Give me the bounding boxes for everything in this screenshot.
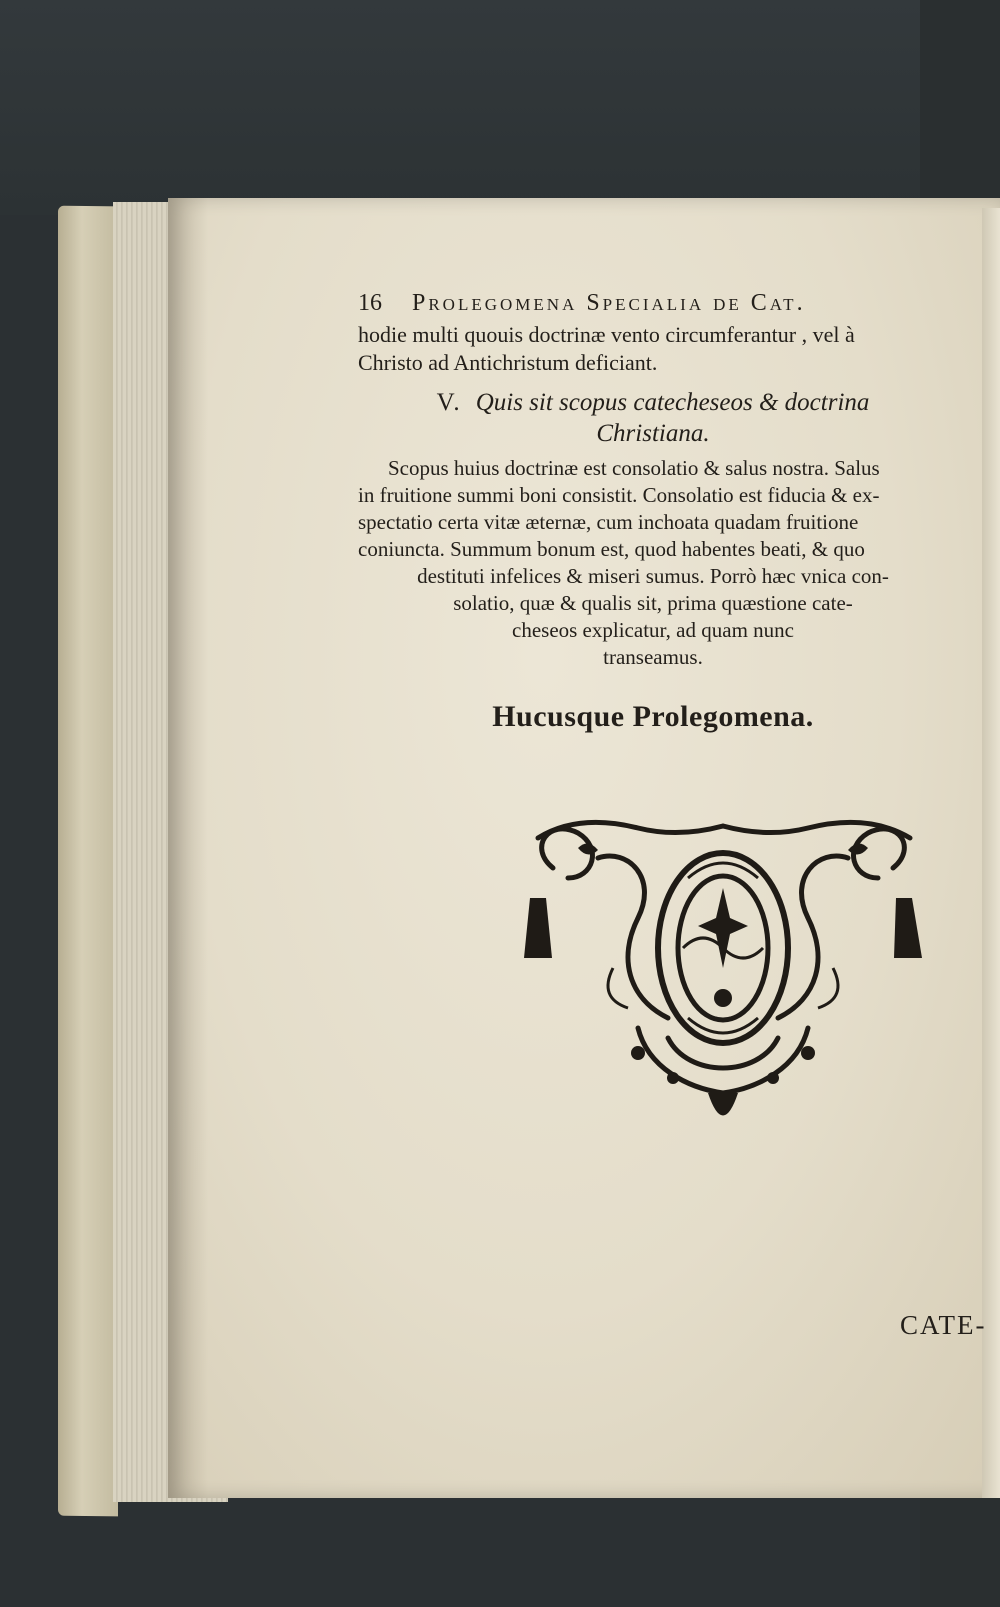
gutter-shadow <box>168 198 208 1498</box>
continued-text <box>358 321 948 377</box>
text-line: coniuncta. Summum bonum est, quod habentes beati, & quo <box>358 537 865 561</box>
book-cover-edge <box>58 206 118 1517</box>
text-line: Christo ad Antichristum deficiant. <box>358 350 658 375</box>
text-line: spectatio certa vitæ æternæ, cum inchoata quadam fruitione <box>358 510 859 534</box>
closing-line: Hucusque Prolegomena. <box>492 700 814 733</box>
text-line: Scopus huius doctrinæ est consolatio & salus nostra. Salus <box>388 456 880 480</box>
page-number: 16 <box>358 290 382 316</box>
section-heading-line1: Quis sit scopus catecheseos & doctrina <box>475 389 870 416</box>
catchword: CATE- <box>900 1310 987 1340</box>
text-line: in fruitione summi boni consistit. Consolatio est fiducia & ex- <box>358 483 880 507</box>
next-leaf-edge <box>982 208 1000 1498</box>
dark-background-top <box>0 0 1000 215</box>
body-paragraph <box>358 455 948 671</box>
book-page <box>168 198 1000 1498</box>
running-head-title: Prolegomena Specialia de Cat. <box>412 290 806 316</box>
text-line: hodie multi quouis doctrinæ vento circumferantur , vel à <box>358 322 855 347</box>
text-block <box>358 290 948 735</box>
section-heading <box>358 387 948 449</box>
running-head <box>358 290 948 317</box>
section-numeral: V. <box>436 389 462 416</box>
woodcut-ornament-icon <box>518 808 928 1138</box>
open-book <box>58 188 1000 1528</box>
text-line: cheseos explicatur, ad quam nunc <box>512 618 794 642</box>
text-line: solatio, quæ & qualis sit, prima quæstione cate- <box>453 591 853 615</box>
section-heading-line2: Christiana. <box>596 420 710 447</box>
text-line: destituti infelices & miseri sumus. Porrò hæc vnica con- <box>417 564 889 588</box>
text-line: transeamus. <box>603 645 703 669</box>
